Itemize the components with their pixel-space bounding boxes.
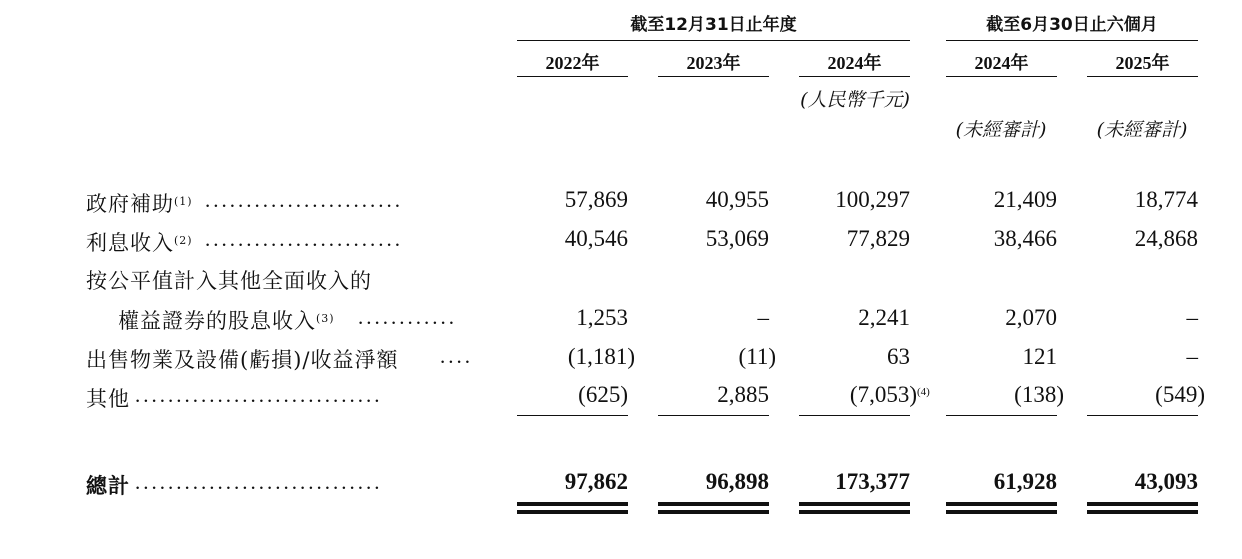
year-rule xyxy=(517,76,628,77)
group-header-annual: 截至12月31日止年度 xyxy=(630,15,797,35)
year-header-2025-h1: 2025年 xyxy=(1115,53,1170,73)
unaudited-note-2024: (未經審計) xyxy=(955,119,1047,141)
group-rule-annual xyxy=(517,40,910,41)
cell-value: 40,546 xyxy=(564,226,628,251)
row-label-disposal: 出售物業及設備(虧損)/收益淨額 xyxy=(86,348,399,372)
subtotal-rule xyxy=(799,415,910,416)
leader-dots: ........................ xyxy=(205,188,403,212)
cell-value: – xyxy=(1186,344,1198,369)
total-value: 43,093 xyxy=(1134,469,1198,494)
group-rule-six-months xyxy=(946,40,1198,41)
row-label-fvoci-line1: 按公平值計入其他全面收入的 xyxy=(86,269,372,293)
cell-value: (138) xyxy=(1014,382,1064,407)
year-header-2024: 2024年 xyxy=(827,53,882,73)
cell-value: (11) xyxy=(738,344,776,369)
leader-dots: ........................ xyxy=(205,227,403,251)
row-label-total: 總計 xyxy=(86,473,130,498)
total-value: 97,862 xyxy=(564,469,628,494)
leader-dots: .............................. xyxy=(135,383,383,407)
double-rule-top xyxy=(517,502,628,506)
leader-dots: ............ xyxy=(358,305,457,329)
leader-dots: .............................. xyxy=(135,470,383,494)
double-rule-bottom xyxy=(658,510,769,514)
cell-value: 57,869 xyxy=(564,187,628,212)
cell-value: (7,053) xyxy=(849,382,917,407)
year-rule xyxy=(1087,76,1198,77)
double-rule-bottom xyxy=(1087,510,1198,514)
cell-value: 63 xyxy=(887,344,910,369)
year-header-2024-h1: 2024年 xyxy=(974,53,1029,73)
subtotal-rule xyxy=(517,415,628,416)
cell-value: 24,868 xyxy=(1134,226,1198,251)
footnote-marker: (4) xyxy=(917,386,930,398)
cell-value: 1,253 xyxy=(576,305,628,330)
row-label-government-grants: 政府補助$^{(1)}$ xyxy=(86,192,193,216)
row-label-others: 其他 xyxy=(86,387,130,411)
year-rule xyxy=(946,76,1057,77)
cell-value: 2,070 xyxy=(1005,305,1057,330)
cell-value: 2,241 xyxy=(858,305,910,330)
cell-value: 100,297 xyxy=(835,187,910,212)
cell-value: 40,955 xyxy=(705,187,769,212)
leader-dots: .... xyxy=(440,344,473,368)
cell-value: 21,409 xyxy=(993,187,1057,212)
double-rule-bottom xyxy=(517,510,628,514)
subtotal-rule xyxy=(946,415,1057,416)
double-rule-top xyxy=(658,502,769,506)
year-rule xyxy=(799,76,910,77)
cell-value: (1,181) xyxy=(567,344,635,369)
total-value: 61,928 xyxy=(993,469,1057,494)
total-value: 96,898 xyxy=(705,469,769,494)
group-header-six-months: 截至6月30日止六個月 xyxy=(986,15,1158,35)
double-rule-top xyxy=(1087,502,1198,506)
year-rule xyxy=(658,76,769,77)
row-label-fvoci-dividend: 權益證券的股息收入$^{(3)}$ xyxy=(118,309,335,333)
cell-value: – xyxy=(757,305,769,330)
row-label-interest-income: 利息收入$^{(2)}$ xyxy=(86,231,193,255)
double-rule-bottom xyxy=(946,510,1057,514)
cell-value: – xyxy=(1186,305,1198,330)
currency-note: (人民幣千元) xyxy=(800,89,910,111)
cell-value: 2,885 xyxy=(717,382,769,407)
year-header-2022: 2022年 xyxy=(545,53,600,73)
cell-value: 121 xyxy=(1022,344,1057,369)
cell-value: 38,466 xyxy=(993,226,1057,251)
cell-value: 18,774 xyxy=(1134,187,1198,212)
double-rule-top xyxy=(799,502,910,506)
double-rule-top xyxy=(946,502,1057,506)
cell-value: 53,069 xyxy=(705,226,769,251)
unaudited-note-2025: (未經審計) xyxy=(1096,119,1188,141)
cell-value: 77,829 xyxy=(846,226,910,251)
year-header-2023: 2023年 xyxy=(686,53,741,73)
subtotal-rule xyxy=(1087,415,1198,416)
cell-value: (625) xyxy=(578,382,628,407)
cell-value: (549) xyxy=(1155,382,1205,407)
total-value: 173,377 xyxy=(835,469,910,494)
double-rule-bottom xyxy=(799,510,910,514)
subtotal-rule xyxy=(658,415,769,416)
